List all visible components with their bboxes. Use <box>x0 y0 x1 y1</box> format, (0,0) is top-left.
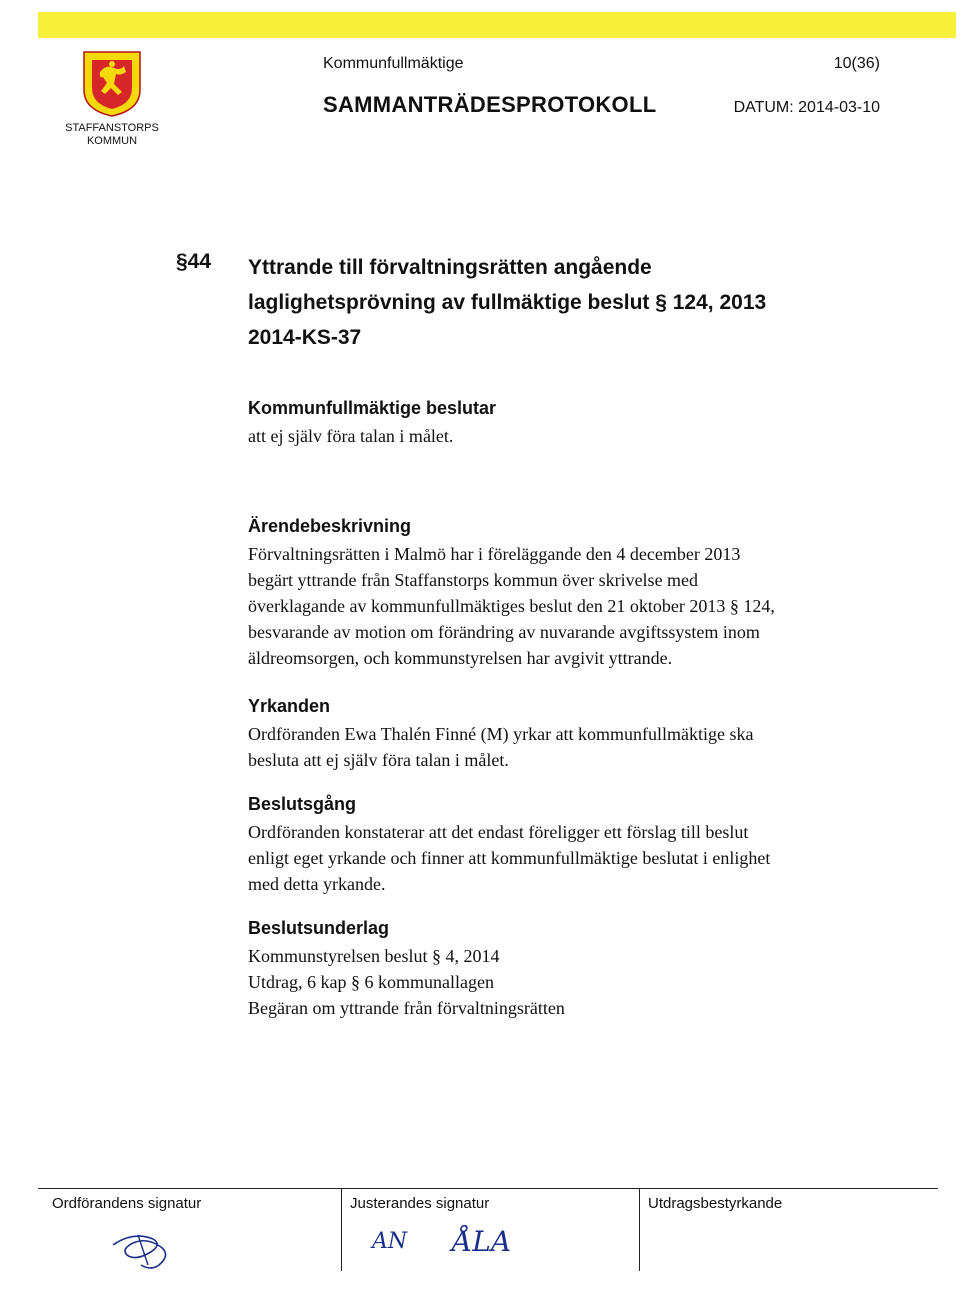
certified-extract-label: Utdragsbestyrkande <box>648 1195 783 1212</box>
signature-footer <box>38 1188 938 1279</box>
paragraph-number: §44 <box>176 250 212 273</box>
certified-extract-cell <box>639 1189 938 1271</box>
decision-heading: Kommunfullmäktige beslutar <box>248 398 497 418</box>
procedure-line: med detta yrkande. <box>248 874 386 894</box>
adjuster-signature-label: Justerandes signatur <box>350 1195 490 1212</box>
logo-text-line2: KOMMUN <box>86 135 138 147</box>
adjuster-initials-1: AN <box>372 1229 408 1254</box>
procedure-heading: Beslutsgång <box>248 794 357 814</box>
basis-line: Kommunstyrelsen beslut § 4, 2014 <box>248 946 500 966</box>
description-line: besvarande av motion om förändring av nuvarande avgiftssystem inom <box>248 622 760 642</box>
organization-name: Kommunfullmäktige <box>323 55 464 72</box>
chair-signature-icon <box>108 1225 198 1275</box>
logo-text-line1: STAFFANSTORPS <box>65 122 159 134</box>
chair-signature-cell <box>38 1189 341 1271</box>
adjuster-signature-cell <box>341 1189 639 1271</box>
procedure-line: Ordföranden konstaterar att det endast föreligger ett förslag till beslut <box>248 822 749 842</box>
coat-of-arms-icon <box>82 50 142 118</box>
item-heading <box>248 250 766 355</box>
document-date: DATUM: 2014-03-10 <box>733 99 880 116</box>
page-number: 10(36) <box>833 55 880 72</box>
procedure-section <box>248 794 888 897</box>
procedure-line: enligt eget yrkande och finner att kommunfullmäktige beslutat i enlighet <box>248 848 771 868</box>
basis-line: Utdrag, 6 kap § 6 kommunallagen <box>248 972 494 992</box>
description-line: begärt yttrande från Staffanstorps kommun över skrivelse med <box>248 570 699 590</box>
motions-line: besluta att ej själv föra talan i målet. <box>248 750 509 770</box>
description-line: Förvaltningsrätten i Malmö har i föreläggande den 4 december 2013 <box>248 544 741 564</box>
basis-section <box>248 918 888 1021</box>
motions-heading: Yrkanden <box>248 696 331 716</box>
description-section <box>248 516 888 671</box>
case-number: 2014-KS-37 <box>248 326 362 349</box>
decision-text: att ej själv föra talan i målet. <box>248 426 454 446</box>
motions-line: Ordföranden Ewa Thalén Finné (M) yrkar att kommunfullmäktige ska <box>248 724 754 744</box>
description-line: äldreomsorgen, och kommunstyrelsen har avgivit yttrande. <box>248 648 673 668</box>
decision-section <box>248 398 888 449</box>
adjuster-initials-2: ÅLA <box>452 1225 512 1258</box>
basis-line: Begäran om yttrande från förvaltningsrätten <box>248 998 565 1018</box>
description-heading: Ärendebeskrivning <box>248 516 412 536</box>
yellow-top-band <box>38 12 956 38</box>
municipality-logo <box>62 50 162 148</box>
chair-signature-label: Ordförandens signatur <box>52 1195 202 1212</box>
description-line: överklagande av kommunfullmäktiges beslut den 21 oktober 2013 § 124, <box>248 596 775 616</box>
document-title: SAMMANTRÄDESPROTOKOLL <box>323 92 657 117</box>
item-title-line2: laglighetsprövning av fullmäktige beslut § 124, 2013 <box>248 291 767 314</box>
basis-heading: Beslutsunderlag <box>248 918 390 938</box>
item-title-line1: Yttrande till förvaltningsrätten angående <box>248 256 652 279</box>
motions-section <box>248 696 888 773</box>
